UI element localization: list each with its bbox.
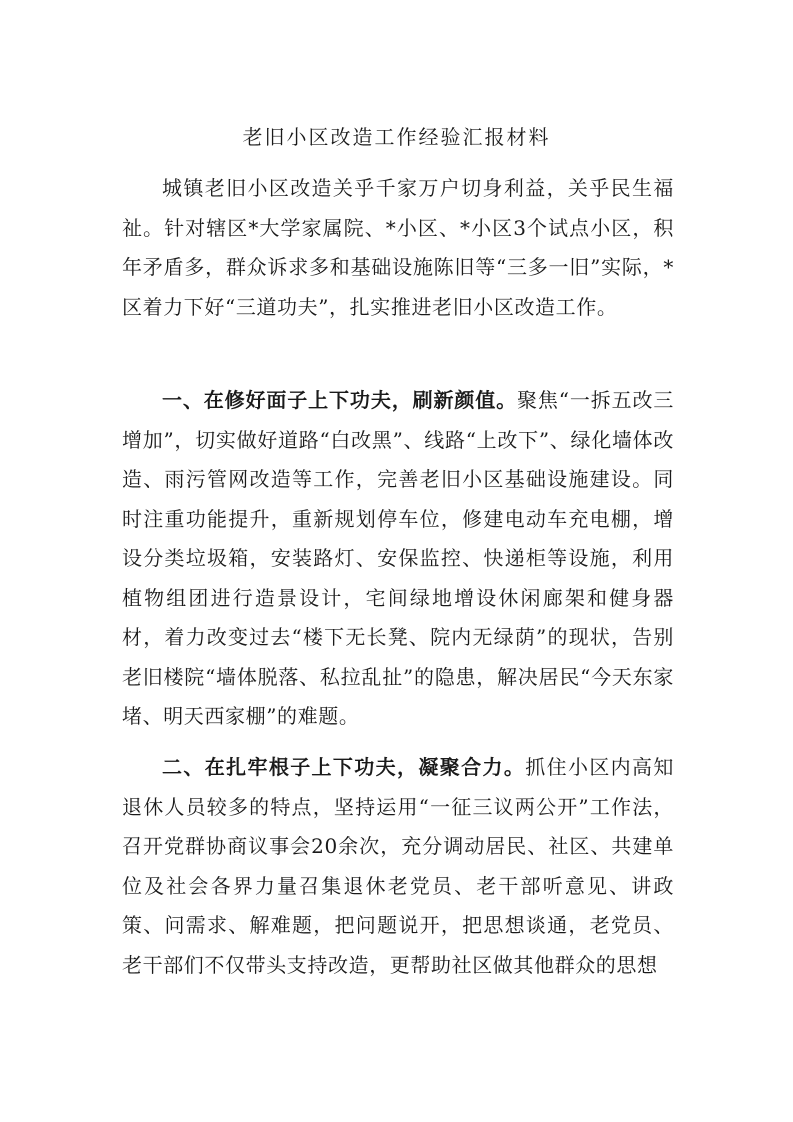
paragraph-text: 抓住小区内高知退休人员较多的特点，坚持运用“一征三议两公开”工作法，召开党群协商议事会20余次，充分调动居民、社区、共建单位及社会各界力量召集退休老党员、老干部听意见、讲政策、问需求、解难题，把问题说开，把思想谈通，老党员、老干部们不仅带头支持改造，更帮助社区做其他群众的思想 bbox=[122, 755, 675, 977]
paragraph-text: 城镇老旧小区改造关乎千家万户切身利益，关乎民生福祉。针对辖区*大学家属院、*小区、*小区3个试点小区，积年矛盾多，群众诉求多和基础设施陈旧等“三多一旧”实际，*区着力下好“三道功夫”，扎实推进老旧小区改造工作。 bbox=[122, 176, 674, 319]
paragraph-intro bbox=[122, 169, 674, 327]
paragraph-section-1 bbox=[122, 381, 674, 737]
section-heading: 二、在扎牢根子上下功夫，凝聚合力。 bbox=[162, 755, 526, 779]
document-title: 老旧小区改造工作经验汇报材料 bbox=[242, 125, 551, 149]
paragraph-section-2 bbox=[122, 748, 674, 985]
paragraph-text: 聚焦“一拆五改三增加”，切实做好道路“白改黑”、线路“上改下”、绿化墙体改造、雨污管网改造等工作，完善老旧小区基础设施建设。同时注重功能提升，重新规划停车位，修建电动车充电棚，增设分类垃圾箱，安装路灯、安保监控、快递柜等设施，利用植物组团进行造景设计，宅间绿地增设休闲廊架和健身器材，着力改变过去“楼下无长凳、院内无绿荫”的现状，告别老旧楼院“墙体脱落、私拉乱扯”的隐患，解决居民“今天东家堵、明天西家棚”的难题。 bbox=[122, 388, 674, 728]
paragraph-body bbox=[122, 748, 674, 985]
section-heading: 一、在修好面子上下功夫，刷新颜值。 bbox=[162, 388, 517, 412]
paragraph-body bbox=[122, 381, 674, 737]
